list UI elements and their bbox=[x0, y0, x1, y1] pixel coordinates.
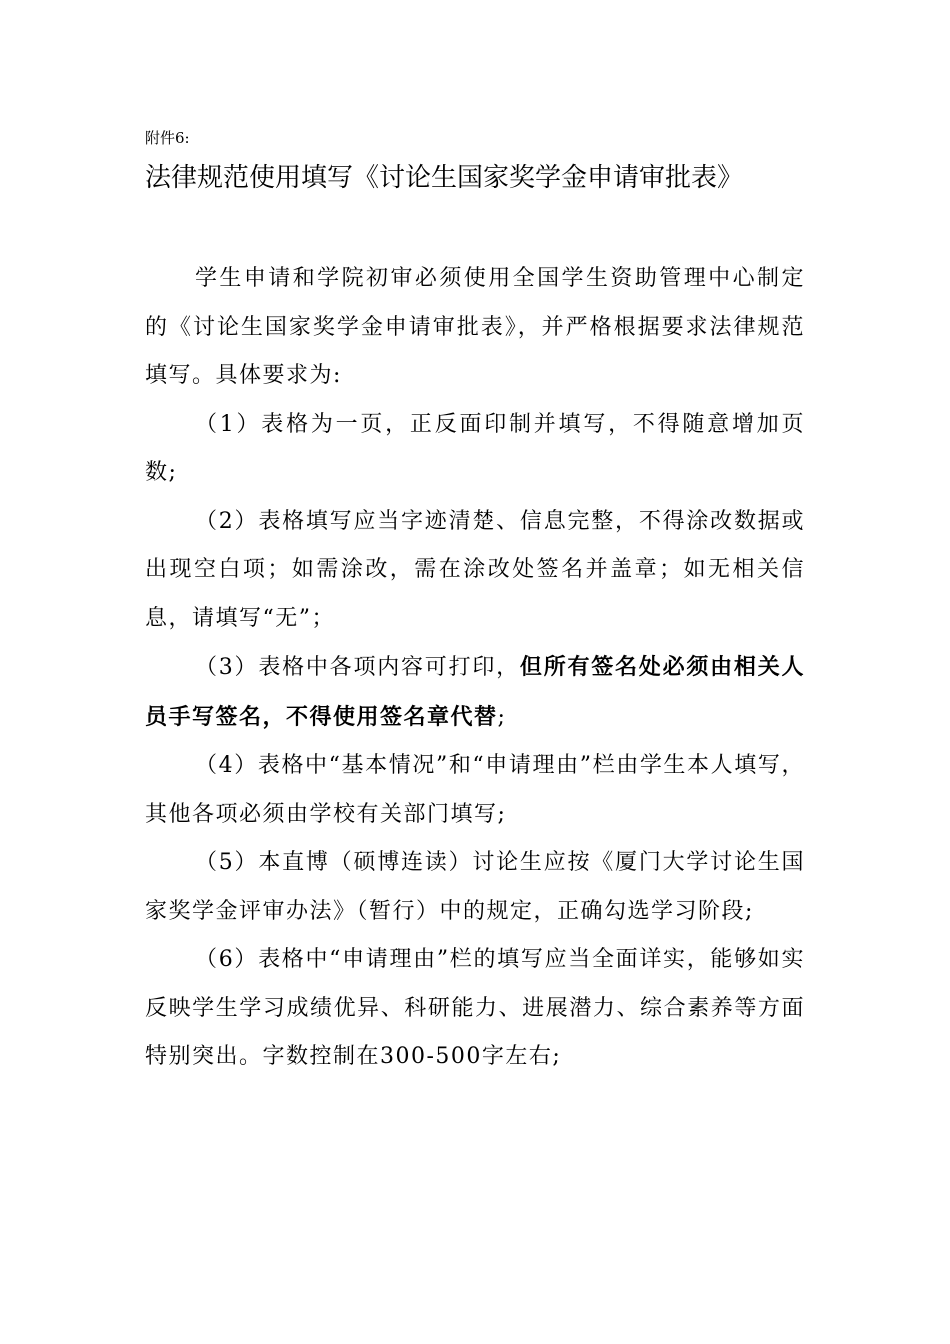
requirement-item-3-end: ; bbox=[497, 704, 507, 730]
requirement-item-6: （6）表格中“申请理由”栏的填写应当全面详实，能够如实反映学生学习成绩优异、科研能力、进展潜力、综合素养等方面特别突出。字数控制在300-500字左右; bbox=[145, 947, 805, 1069]
attachment-label: 附件6: bbox=[145, 129, 190, 147]
requirement-item-5: （5）本直博（硕博连读）讨论生应按《厦门大学讨论生国家奖学金评审办法》（暂行）中的规定，正确勾选学习阶段; bbox=[145, 850, 805, 924]
requirement-item-3 bbox=[145, 643, 805, 742]
requirement-item-1: （1）表格为一页，正反面印制并填写，不得随意增加页数; bbox=[145, 411, 805, 485]
document-title: 法律规范使用填写《讨论生国家奖学金申请审批表》 bbox=[145, 163, 744, 193]
requirement-item-3-bold-text: 但所有签名处必须由相关人员手写签名，不得使用签名章代替 bbox=[145, 654, 805, 730]
intro-paragraph: 学生申请和学院初审必须使用全国学生资助管理中心制定的《讨论生国家奖学金申请审批表》，并严格根据要求法律规范填写。具体要求为: bbox=[145, 266, 805, 388]
document-body bbox=[145, 255, 805, 1082]
requirement-item-3-text: （3）表格中各项内容可打印， bbox=[195, 655, 520, 680]
requirement-item-4: （4）表格中“基本情况”和“申请理由”栏由学生本人填写，其他各项必须由学校有关部门填写; bbox=[145, 753, 805, 827]
requirement-item-2: （2）表格填写应当字迹清楚、信息完整，不得涂改数据或出现空白项；如需涂改，需在涂改处签名并盖章；如无相关信息，请填写“无”； bbox=[145, 508, 805, 631]
